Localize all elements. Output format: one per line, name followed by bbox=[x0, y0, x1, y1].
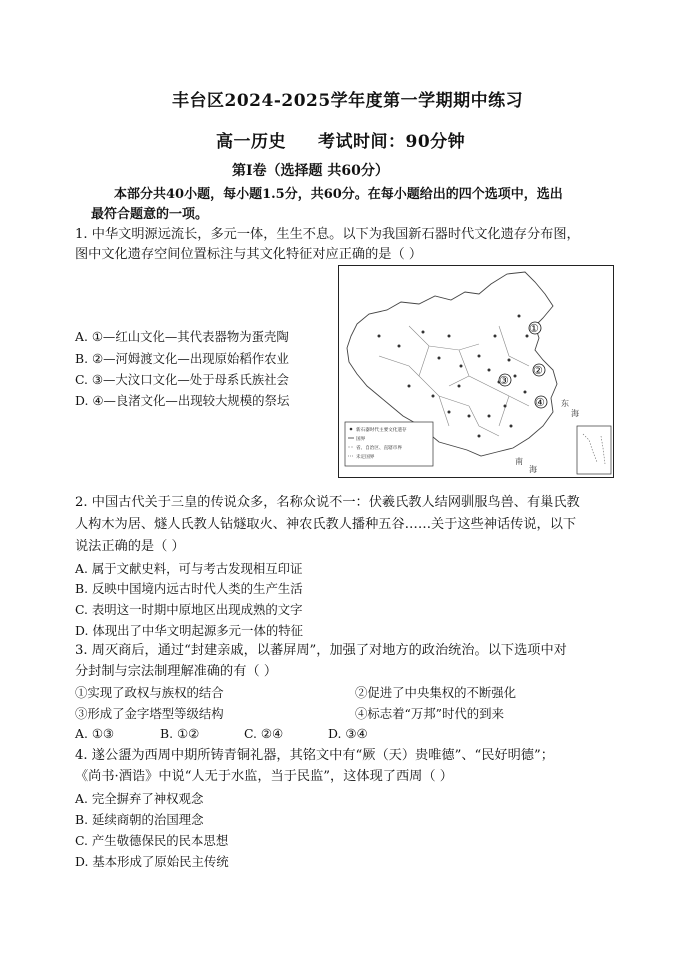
q2-stem-line2: 人构木为居、燧人氏教人钻燧取火、神农氏教人播种五谷……关于这些神话传说，以下 bbox=[75, 517, 577, 532]
q2-stem-line1: 2. 中国古代关于三皇的传说众多，名称众说不一：伏羲氏教人结网驯服鸟兽、有巢氏教 bbox=[75, 495, 580, 510]
q2-option-d: D. 体现出了中华文明起源多元一体的特征 bbox=[75, 623, 304, 638]
q3-choice-c: C. ②④ bbox=[244, 726, 284, 741]
exam-title: 丰台区2024-2025学年度第一学期期中练习 bbox=[172, 91, 524, 111]
legend-item-2: 国界 bbox=[356, 437, 366, 442]
q2-option-a: A. 属于文献史料，可与考古发现相互印证 bbox=[75, 561, 303, 576]
marker-2: ② bbox=[533, 364, 543, 377]
sea-label-1: 东 bbox=[561, 399, 569, 408]
south-sea-inset bbox=[577, 426, 611, 474]
q1-option-d: D. ④—良渚文化—出现较大规模的祭坛 bbox=[75, 393, 290, 408]
sea-label-4: 海 bbox=[529, 465, 537, 474]
q3-item-3: ③形成了金字塔型等级结构 bbox=[75, 706, 224, 721]
q2-option-c: C. 表明这一时期中原地区出现成熟的文字 bbox=[75, 602, 303, 617]
marker-3: ③ bbox=[499, 374, 509, 387]
q3-choice-a: A. ①③ bbox=[75, 726, 115, 741]
q3-item-4: ④标志着“万邦”时代的到来 bbox=[355, 706, 504, 721]
q4-stem-line2: 《尚书·酒诰》中说“人无于水监，当于民监”，这体现了西周（ ） bbox=[75, 769, 453, 784]
section-intro-line2: 最符合题意的一项。 bbox=[91, 207, 209, 222]
q3-choice-d: D. ③④ bbox=[328, 726, 368, 741]
section-heading: 第Ⅰ卷（选择题 共60分） bbox=[232, 163, 389, 179]
q3-stem-line2: 分封制与宗法制理解准确的有（ ） bbox=[75, 664, 278, 679]
q1-option-a: A. ①—红山文化—其代表器物为蛋壳陶 bbox=[75, 329, 289, 344]
legend-item-1: 新石器时代主要文化遗存 bbox=[356, 428, 407, 433]
sea-label-3: 南 bbox=[515, 457, 523, 466]
q3-item-2: ②促进了中央集权的不断强化 bbox=[355, 685, 517, 700]
q4-option-c: C. 产生敬德保民的民本思想 bbox=[75, 833, 229, 848]
q2-stem-line3: 说法正确的是（ ） bbox=[75, 539, 185, 554]
subject-label: 高一历史 bbox=[216, 132, 286, 152]
china-map-drawing bbox=[339, 266, 615, 479]
exam-time: 考试时间：90分钟 bbox=[318, 132, 466, 152]
q3-stem-line1: 3. 周灭商后，通过“封建亲戚，以蕃屏周”，加强了对地方的政治统治。以下选项中对 bbox=[75, 643, 567, 658]
q1-stem-line2: 图中文化遗存空间位置标注与其文化特征对应正确的是（ ） bbox=[75, 247, 423, 262]
q1-option-b: B. ②—河姆渡文化—出现原始稻作农业 bbox=[75, 351, 289, 366]
q4-stem-line1: 4. 遂公盨为西周中期所铸青铜礼器，其铭文中有“厥（天）贵唯德”、“民好明德”； bbox=[75, 748, 554, 763]
neolithic-culture-map bbox=[338, 265, 614, 478]
q3-item-1: ①实现了政权与族权的结合 bbox=[75, 685, 224, 700]
legend-item-4: 未定国界 bbox=[356, 455, 375, 460]
marker-4: ④ bbox=[535, 396, 545, 409]
marker-1: ① bbox=[529, 322, 539, 335]
legend-item-3: 省、自治区、直辖市界 bbox=[356, 446, 402, 451]
q2-option-b: B. 反映中国境内远古时代人类的生产生活 bbox=[75, 581, 303, 596]
q3-choice-b: B. ①② bbox=[160, 726, 200, 741]
section-intro-line1: 本部分共40小题，每小题1.5分，共60分。在每小题给出的四个选项中，选出 bbox=[114, 187, 563, 202]
q4-option-d: D. 基本形成了原始民主传统 bbox=[75, 854, 229, 869]
q4-option-b: B. 延续商朝的治国理念 bbox=[75, 812, 204, 827]
sea-label-2: 海 bbox=[571, 409, 579, 418]
q1-stem-line1: 1. 中华文明源远流长，多元一体，生生不息。以下为我国新石器时代文化遗存分布图， bbox=[75, 227, 580, 242]
q1-option-c: C. ③—大汶口文化—处于母系氏族社会 bbox=[75, 372, 289, 387]
q4-option-a: A. 完全摒弃了神权观念 bbox=[75, 791, 204, 806]
